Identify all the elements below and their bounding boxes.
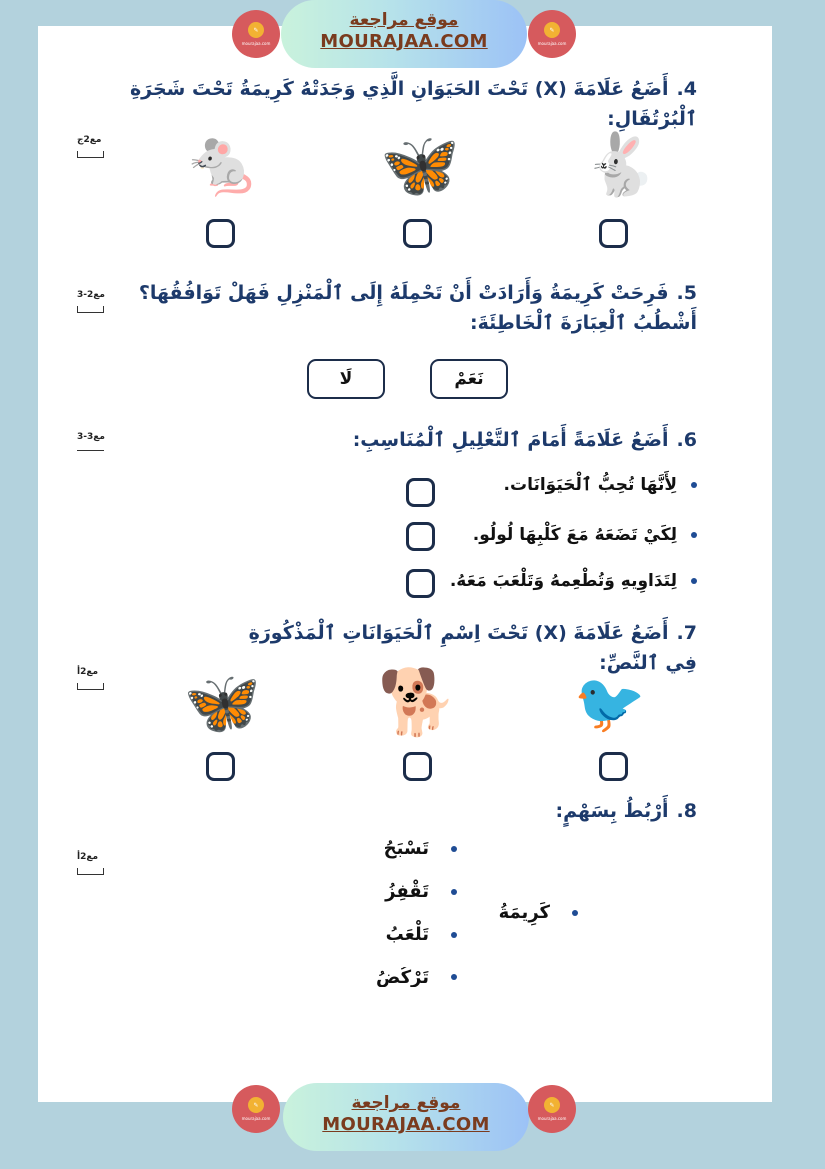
no-label: لَا (339, 369, 353, 389)
subject-item[interactable] (499, 902, 578, 923)
bullet-icon (451, 932, 457, 938)
criterion-label: مع2ج (77, 135, 102, 145)
verb-item[interactable] (384, 838, 457, 859)
score-box[interactable] (77, 683, 104, 690)
site-logo-right[interactable] (528, 1085, 576, 1133)
question-number: 6. (676, 429, 697, 451)
answer-no-button[interactable] (307, 359, 385, 399)
score-mark-q8 (77, 852, 107, 875)
site-logo-left[interactable] (232, 10, 280, 58)
logo-badge-icon: ✎ (544, 1097, 560, 1113)
rabbit-image: 🐇 (582, 129, 658, 200)
checkbox-option-3[interactable] (406, 569, 435, 598)
logo-caption: mourajaa.com (537, 41, 567, 46)
criterion-label: مع3-3 (77, 432, 106, 442)
score-box[interactable] (77, 306, 104, 313)
question-text: أَرْبُطُ بِسَهْمٍ: (555, 800, 669, 822)
question-text: أَضَعُ عَلَامَةَ (X) تَحْتَ اِسْمِ ٱلْحَيَوَانَاتِ ٱلْمَذْكُورَةِ فِي ٱلنَّصِّ: (248, 622, 697, 674)
logo-badge-icon: ✎ (248, 1097, 264, 1113)
logo-caption: mourajaa.com (537, 1116, 567, 1121)
option-text: لِكَيْ تَضَعَهُ مَعَ كَلْبِهَا لُولُو. (472, 525, 677, 545)
verb-item[interactable] (376, 967, 457, 987)
checkbox-butterfly[interactable] (403, 219, 432, 248)
bullet-icon (451, 974, 457, 980)
butterfly-image: 🦋 (380, 128, 460, 203)
site-banner-link[interactable] (283, 1083, 529, 1151)
question-6 (197, 425, 697, 455)
dog-image: 🐕 (377, 666, 458, 740)
verb-text: تَلْعَبُ (385, 924, 429, 945)
bullet-icon (451, 846, 457, 852)
logo-badge-icon: ✎ (544, 22, 560, 38)
sparrow-image: 🐦 (573, 668, 647, 737)
checkbox-option-2[interactable] (406, 522, 435, 551)
score-box[interactable] (77, 868, 104, 875)
butterfly-image: 🦋 (183, 665, 262, 739)
mouse-image: 🐁 (182, 126, 263, 200)
checkbox-dog[interactable] (403, 752, 432, 781)
banner-arabic-title: موقع مراجعة (351, 1093, 461, 1113)
question-text: أَضَعُ عَلَامَةَ (X) تَحْتَ الحَيَوَانِ الَّذِي وَجَدَتْهُ كَرِيمَةُ تَحْتَ شَجَرَةِ ٱلْبُرْتُقَالِ: (129, 78, 697, 130)
criterion-label: مع2أ (77, 667, 99, 677)
bullet-icon (691, 482, 697, 488)
option-text: لِتَدَاوِيهِ وَتُطْعِمهُ وَتَلْعَبَ مَعَهُ. (449, 571, 677, 591)
site-logo-left[interactable] (232, 1085, 280, 1133)
checkbox-option-1[interactable] (406, 478, 435, 507)
bullet-icon (691, 578, 697, 584)
score-mark-q4 (77, 135, 107, 158)
question-number: 5. (676, 282, 697, 304)
banner-site-name: MOURAJAA.COM (322, 1114, 490, 1135)
verb-text: تَسْبَحُ (383, 838, 429, 859)
criterion-label: مع2-3 (77, 290, 106, 300)
question-number: 4. (676, 78, 697, 100)
checkbox-rabbit[interactable] (599, 219, 628, 248)
verb-item[interactable] (386, 924, 457, 945)
score-box[interactable] (77, 151, 104, 158)
question-8 (497, 796, 697, 826)
criterion-label: مع2أ (77, 852, 99, 862)
banner-arabic-title: موقع مراجعة (349, 10, 459, 30)
question-text: فَرِحَتْ كَرِيمَةُ وَأَرَادَتْ أَنْ تَحْمِلَهُ إِلَى ٱلْمَنْزِلِ فَهَلْ تَوَافُقُهَا؟ أَشْطُبُ ٱلْعِبَارَةَ ٱلْخَاطِئَةَ: (138, 282, 697, 334)
score-mark-q6 (77, 432, 107, 451)
question-number: 7. (676, 622, 697, 644)
score-mark-q5 (77, 290, 107, 313)
banner-site-name: MOURAJAA.COM (320, 31, 488, 52)
subject-text: كَرِيمَةُ (498, 902, 550, 923)
checkbox-sparrow[interactable] (599, 752, 628, 781)
yes-label: نَعَمْ (454, 369, 484, 389)
score-box[interactable] (77, 448, 104, 451)
option-row (450, 571, 697, 591)
answer-yes-button[interactable] (430, 359, 508, 399)
logo-caption: mourajaa.com (241, 41, 271, 46)
option-row (504, 474, 697, 495)
bullet-icon (451, 889, 457, 895)
verb-item[interactable] (385, 881, 457, 902)
bullet-icon (691, 532, 697, 538)
option-row (473, 525, 697, 545)
bullet-icon (572, 910, 578, 916)
logo-caption: mourajaa.com (241, 1116, 271, 1121)
verb-text: تَقْفِزُ (385, 881, 429, 902)
option-text: لِأَنَّهَا تُحِبُّ ٱلْحَيَوَانَات. (503, 475, 677, 495)
top-banner (0, 0, 825, 70)
checkbox-mouse[interactable] (206, 219, 235, 248)
checkbox-butterfly[interactable] (206, 752, 235, 781)
site-banner-link[interactable] (281, 0, 527, 68)
question-5 (117, 278, 697, 338)
question-text: أَضَعُ عَلَامَةً أَمَامَ ٱلتَّعْلِيلِ ٱلْمُنَاسِبِ: (352, 429, 669, 451)
score-mark-q7 (77, 667, 107, 690)
bottom-banner (0, 1081, 825, 1151)
logo-badge-icon: ✎ (248, 22, 264, 38)
verb-text: تَرْكُضُ (376, 967, 429, 987)
question-number: 8. (676, 800, 697, 822)
site-logo-right[interactable] (528, 10, 576, 58)
